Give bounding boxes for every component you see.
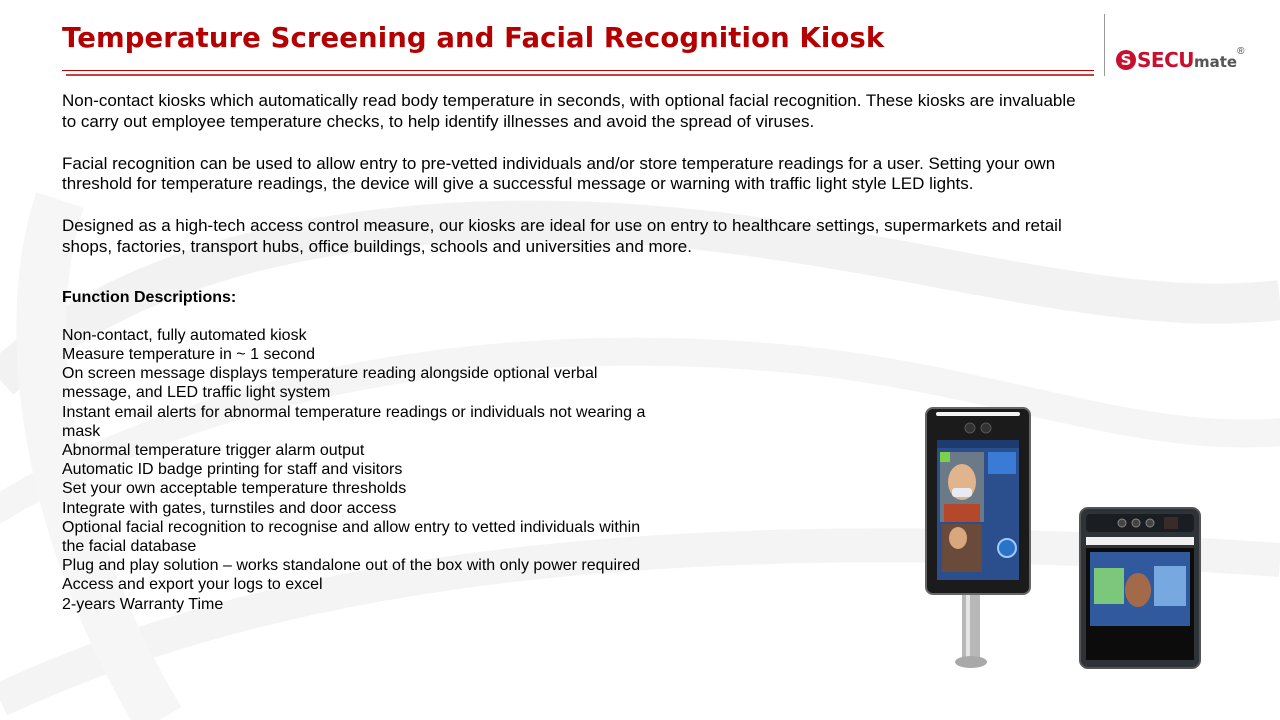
logo-text-mate: mate [1193, 53, 1238, 71]
function-item: Set your own acceptable temperature thresholds [62, 480, 407, 498]
logo-registered-mark: ® [1237, 46, 1245, 57]
pole-kiosk [926, 408, 1030, 668]
kiosk-device-icon [900, 400, 1220, 680]
function-item: Plug and play solution – works standalone out of the box with only power required [62, 557, 641, 575]
intro-paragraph-3: Designed as a high-tech access control measure, our kiosks are ideal for use on entry to healthcare settings, supermarkets and retail shops, factories, transport hubs, office buildings, schools and universities and more. [62, 216, 1062, 256]
function-item: 2-years Warranty Time [62, 595, 224, 613]
desktop-kiosk [1080, 508, 1200, 668]
function-item: Integrate with gates, turnstiles and door access [62, 499, 397, 517]
function-item: Instant email alerts for abnormal temperature readings or individuals not wearing a mask [62, 403, 646, 440]
title-rule [62, 70, 1094, 71]
logo-divider [1104, 14, 1105, 76]
function-item: On screen message displays temperature reading alongside optional verbal message, and LED traffic light system [62, 365, 598, 402]
logo-text-secu: SECU [1137, 48, 1194, 72]
logo-mark-icon: S [1116, 50, 1136, 70]
function-item: Optional facial recognition to recognise and allow entry to vetted individuals within the facial database [62, 518, 641, 556]
function-item: Measure temperature in ~ 1 second [62, 345, 316, 363]
intro-paragraph-1: Non-contact kiosks which automatically read body temperature in seconds, with optional facial recognition. These kiosks are invaluable to carry out employee temperature checks, to help identify illnesses and avoid the spread of viruses. [62, 91, 1076, 131]
function-list [62, 326, 652, 614]
function-item: Automatic ID badge printing for staff and visitors [62, 461, 403, 479]
function-item: Access and export your logs to excel [62, 576, 323, 594]
function-item: Abnormal temperature trigger alarm output [62, 442, 365, 459]
intro-paragraph-2: Facial recognition can be used to allow entry to pre-vetted individuals and/or store temperature readings for a user. Setting your own threshold for temperature readings, the device will give a successful message or warning with traffic light style LED lights. [62, 153, 1056, 194]
title-rule-thick [66, 74, 1094, 76]
page-title: Temperature Screening and Facial Recognition Kiosk [62, 22, 885, 54]
function-heading: Function Descriptions: [62, 288, 237, 306]
brand-logo [1116, 46, 1244, 74]
function-item: Non-contact, fully automated kiosk [62, 326, 307, 344]
